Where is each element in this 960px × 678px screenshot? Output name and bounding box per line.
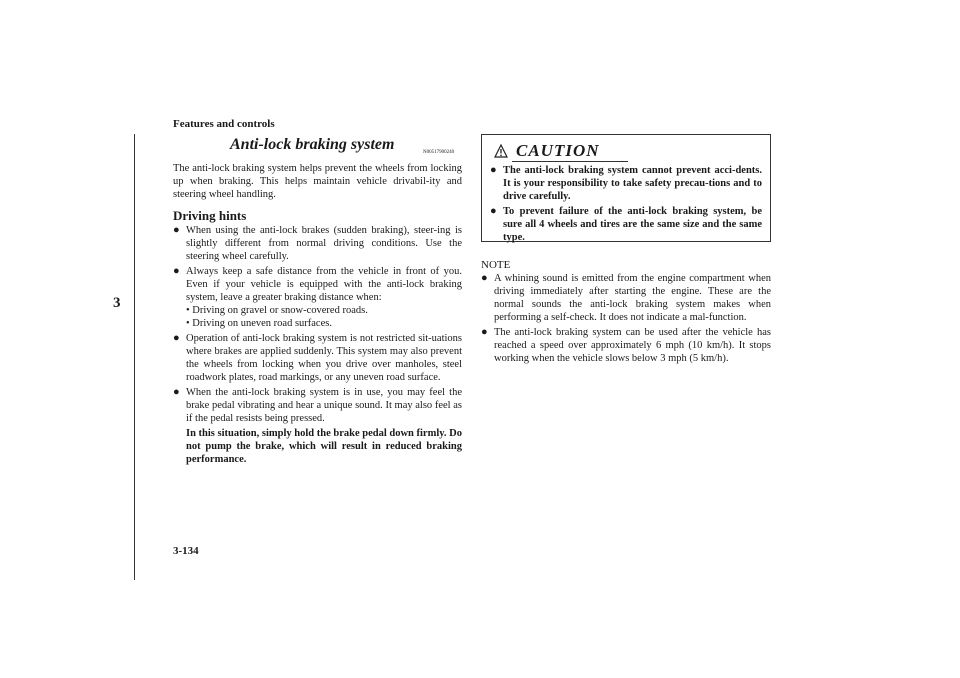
list-item-text: The anti-lock braking system cannot prevent acci-dents. It is your responsibility to take safety precau-tions and to drive carefully.	[503, 165, 762, 202]
list-item-text: Operation of anti-lock braking system is not restricted sit-uations where brakes are applied suddenly. This system may also prevent the wheels from locking when you drive over manholes, steel roadwork plates, road markings, or any uneven road surface.	[186, 333, 462, 383]
caution-title: CAUTION	[516, 141, 600, 160]
chapter-tab	[108, 134, 135, 580]
bold-instruction: In this situation, simply hold the brake pedal down firmly. Do not pump the brake, which will result in reduced braking performance.	[186, 428, 462, 465]
list-item-text: When using the anti-lock brakes (sudden braking), steer-ing is slightly different from normal driving conditions. Use the steering wheel carefully.	[186, 225, 462, 262]
list-item	[490, 205, 762, 244]
bullet-icon: ●	[173, 265, 180, 277]
caution-underline	[512, 161, 628, 162]
section-header: Features and controls	[173, 118, 275, 130]
sub-item: • Driving on uneven road surfaces.	[186, 318, 332, 329]
bullet-icon: ●	[173, 224, 180, 236]
driving-hints-heading: Driving hints	[173, 208, 247, 223]
left-column	[173, 162, 462, 466]
list-item	[490, 164, 762, 203]
chapter-number: 3	[113, 295, 121, 311]
bullet-icon: ●	[490, 164, 497, 176]
list-item-text: To prevent failure of the anti-lock braking system, be sure all 4 wheels and tires are the same size and the same type.	[503, 206, 762, 243]
intro-paragraph: The anti-lock braking system helps prevent the wheels from locking up when braking. This helps maintain vehicle drivabil-ity and steering wheel handling.	[173, 163, 462, 200]
list-item	[173, 386, 462, 425]
bullet-icon: ●	[173, 386, 180, 398]
driving-hints-list	[173, 224, 462, 425]
page-title: Anti-lock braking system	[230, 136, 395, 153]
note-list	[481, 272, 771, 365]
bullet-icon: ●	[481, 326, 488, 338]
list-item	[481, 272, 771, 324]
caution-body	[490, 164, 762, 246]
page-number: 3-134	[173, 545, 199, 557]
list-item-text: A whining sound is emitted from the engine compartment when driving immediately after starting the engine. These are the normal sounds the anti-lock braking system makes when performing a self-check. It does not indicate a mal-function.	[494, 273, 771, 323]
bullet-icon: ●	[481, 272, 488, 284]
bullet-icon: ●	[173, 332, 180, 344]
list-item-text: The anti-lock braking system can be used after the vehicle has reached a speed over approximately 6 mph (10 km/h). It stops working when the vehicle slows below 3 mph (5 km/h).	[494, 327, 771, 364]
list-item	[173, 224, 462, 263]
list-item	[481, 326, 771, 365]
list-item-text: Always keep a safe distance from the vehicle in front of you. Even if your vehicle is equipped with the anti-lock braking system, leave a greater braking distance when:	[186, 266, 462, 303]
list-item	[173, 265, 462, 330]
note-label: NOTE	[481, 259, 511, 271]
caution-box	[481, 134, 771, 242]
list-item-text: When the anti-lock braking system is in use, you may feel the brake pedal vibrating and hear a unique sound. It may also feel as if the pedal resists being pressed.	[186, 387, 462, 424]
section-code: N00517900240	[423, 150, 455, 155]
bullet-icon: ●	[490, 205, 497, 217]
warning-triangle-icon	[494, 144, 508, 158]
note-column	[481, 272, 771, 367]
list-item	[173, 332, 462, 384]
caution-header	[494, 141, 600, 161]
sub-item: • Driving on gravel or snow-covered roads.	[186, 305, 368, 316]
caution-list	[490, 164, 762, 244]
